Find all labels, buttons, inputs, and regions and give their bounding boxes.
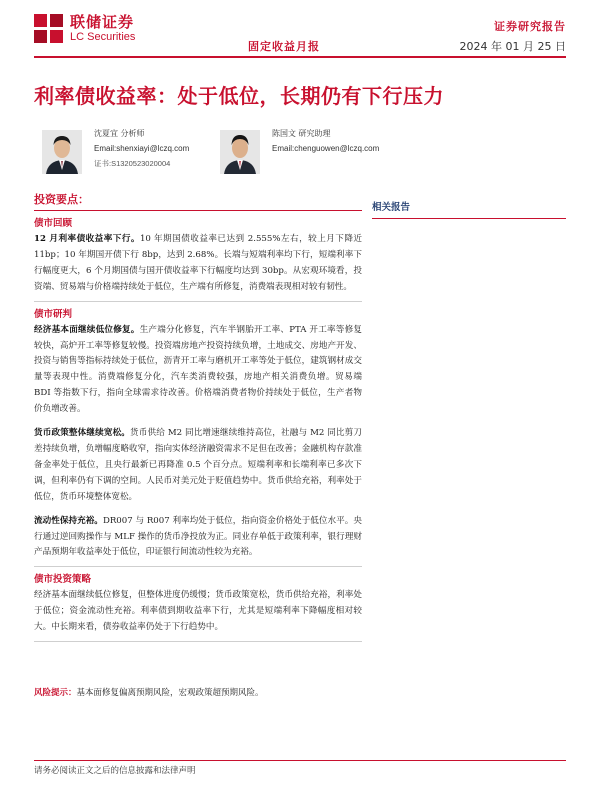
risk-warning <box>34 686 362 698</box>
section-title-outlook: 债市研判 <box>34 308 73 320</box>
section-paragraph: 经济基本面继续低位修复。生产端分化修复，汽车半钢胎开工率、PTA 开工率等修复较快，高炉开工率等修复较慢。投资端房地产投资持续负增，土地成交、房地产开发、投资与销售等指标持续处于低位，沥青开工率与磨机开工率等处于低位，建筑钢材成交量等表现中性。消费端修复分化，汽车类消费较强，房地产相关消费负增。贸易端 BDI 等指数下行，指向全球需求待改善。价格端消费者物价持续处于低位，生产者物价负增改善。 <box>34 324 362 415</box>
report-type: 固定收益月报 <box>248 40 320 53</box>
analyst-photo <box>42 130 82 174</box>
section-paragraph: 流动性保持充裕。DR007 与 R007 利率均处于低位，指向资金价格处于低位水平。央行通过逆回购操作与 MLF 操作的货币净投放为正。同业存单低于政策利率，银行理财产品预期年收益率处于低位，印证银行间流动性较为充裕。 <box>34 515 362 558</box>
report-title: 利率债收益率：处于低位，长期仍有下行压力 <box>34 84 444 108</box>
report-header <box>0 0 600 62</box>
section-divider <box>34 301 362 302</box>
related-reports-title: 相关报告 <box>372 202 411 213</box>
section-paragraph: 货币政策整体继续宽松。货币供给 M2 同比增速继续维持高位，社融与 M2 同比剪刀差持续负增，负增幅度略收窄，指向实体经济融资需求不足但在改善；金融机构存款准备金率处于低位，且央行最新已再降准 0.5 个百分点。短端利率和长端利率已多次下调，但利率仍有下调的空间。人民币对美元处于贬值趋势中。货币供给充裕，利率处于低位，货币环境整体宽松。 <box>34 428 362 502</box>
logo-mark-icon <box>34 14 64 44</box>
header-divider <box>34 56 566 58</box>
logo-en-text: LC Securities <box>70 31 136 43</box>
report-date: 2024 年 01 月 25 日 <box>459 40 566 53</box>
section-divider <box>34 566 362 567</box>
key-points <box>34 191 362 642</box>
analyst-certificate: 证书:S1320523020004 <box>94 159 171 168</box>
section-paragraph: 12 月利率债收益率下行。10 年期国债收益率已达到 2.555%左右，较上月下降近 11bp；10 年期国开债下行 8bp，达到 2.68%。长端与短端利率均下行，短端利率下行幅度更大，6 个月期国债与国开债收益率下行幅度均达到 30bp。从宏观环境看，投资端、贸易端与价格端持续处于低位，生产端有所修复，消费端表现相对较有韧性。 <box>34 234 363 292</box>
section-title-strategy: 债市投资策略 <box>34 574 92 586</box>
section-paragraph: 经济基本面继续低位修复，但整体进度仍缓慢；货币政策宽松，货币供给充裕，利率处于低位；资金流动性充裕。利率债到期收益率下行，尤其是短端利率下降幅度相对较大。中长期来看，债券收益率仍处于下行趋势中。 <box>34 590 362 633</box>
related-reports-divider <box>372 218 566 219</box>
analyst-name-role: 陈国文 研究助理 <box>272 129 331 138</box>
risk-text: 基本面修复偏离预期风险，宏观政策超预期风险。 <box>76 688 264 698</box>
footer-divider <box>34 760 566 761</box>
key-points-title: 投资要点： <box>34 193 89 206</box>
key-points-divider <box>34 210 362 211</box>
company-logo <box>34 14 135 44</box>
section-title-review: 债市回顾 <box>34 218 73 229</box>
analyst-email: Email:chenguowen@lczq.com <box>272 144 380 153</box>
disclaimer: 请务必阅读正文之后的信息披露和法律声明 <box>34 766 196 776</box>
analyst-name-role: 沈夏宜 分析师 <box>94 129 145 138</box>
report-category: 证券研究报告 <box>494 20 566 33</box>
analyst-email: Email:shenxiayi@lczq.com <box>94 144 190 153</box>
section-divider <box>34 641 362 642</box>
risk-label: 风险提示： <box>34 688 77 698</box>
analyst-photo <box>220 130 260 174</box>
related-reports <box>372 199 566 219</box>
logo-cn-text: 联储证券 <box>70 13 135 31</box>
